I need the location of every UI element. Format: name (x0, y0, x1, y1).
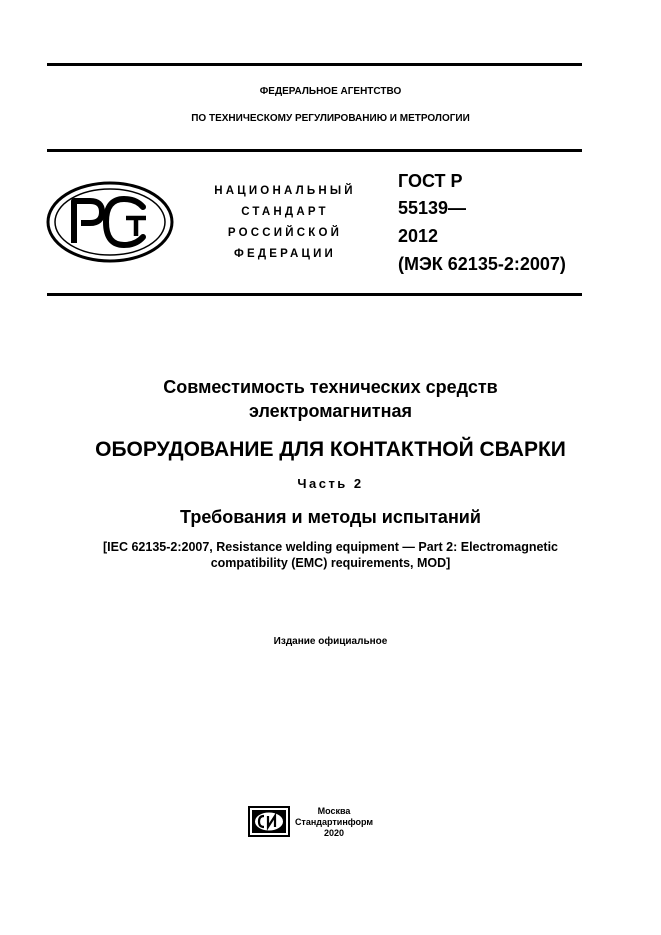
publisher-name: Стандартинформ (294, 817, 374, 827)
title-line-1: Совместимость технических средств (163, 377, 498, 397)
gost-code-line-4: (МЭК 62135-2:2007) (398, 254, 566, 274)
publisher-block (294, 806, 374, 839)
edition-label: Издание официальное (273, 636, 388, 647)
national-line-3: РОССИЙСКОЙ (227, 227, 343, 239)
subtitle: Требования и методы испытаний (180, 507, 481, 527)
publisher-city: Москва (317, 806, 351, 816)
agency-line-1: ФЕДЕРАЛЬНОЕ АГЕНТСТВО (259, 86, 402, 97)
block-rule (47, 293, 582, 296)
gost-code-line-3: 2012 (398, 226, 439, 246)
header-rule (47, 149, 582, 152)
standartinform-logo-icon (248, 806, 290, 837)
top-rule (47, 63, 582, 66)
agency-line-2: ПО ТЕХНИЧЕСКОМУ РЕГУЛИРОВАНИЮ И МЕТРОЛОГИИ (191, 113, 470, 124)
national-line-2: СТАНДАРТ (241, 206, 329, 218)
publisher-year: 2020 (323, 828, 345, 838)
main-title: ОБОРУДОВАНИЕ ДЛЯ КОНТАКТНОЙ СВАРКИ (95, 438, 566, 461)
gost-code-line-1: ГОСТ Р (398, 171, 463, 191)
gost-r-emblem-icon (46, 181, 174, 263)
national-line-1: НАЦИОНАЛЬНЫЙ (214, 185, 356, 197)
iec-reference-line-2: compatibility (EMC) requirements, MOD] (210, 556, 451, 570)
national-line-4: ФЕДЕРАЦИИ (233, 248, 337, 260)
part-label: Часть 2 (297, 476, 364, 491)
gost-code-line-2: 55139— (398, 198, 467, 218)
iec-reference-line-1: [IEC 62135-2:2007, Resistance welding equipment — Part 2: Electromagnetic (102, 540, 559, 554)
title-line-2: электромагнитная (248, 401, 412, 421)
